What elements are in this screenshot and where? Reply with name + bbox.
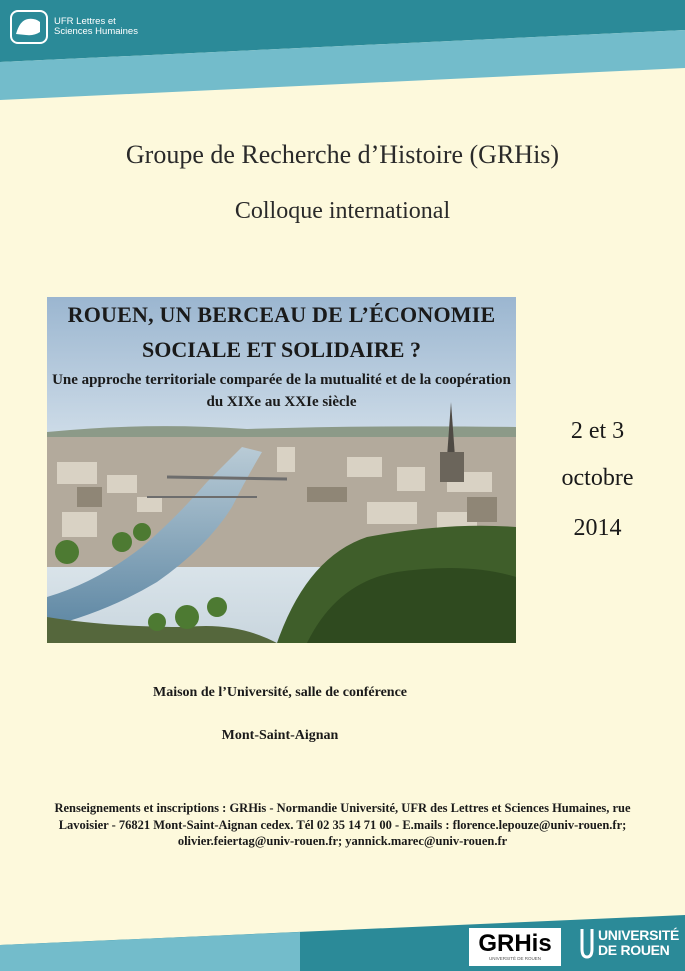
ufr-logo-text: UFR Lettres et Sciences Humaines bbox=[54, 16, 138, 37]
event-type: Colloque international bbox=[234, 198, 451, 224]
grhis-logo-text: GRHis bbox=[478, 930, 552, 957]
date-month: octobre bbox=[561, 465, 634, 491]
contact-info bbox=[20, 800, 665, 850]
page-title: Groupe de Recherche d’Histoire (GRHis) bbox=[125, 140, 560, 169]
universite-rouen-logo[interactable] bbox=[580, 927, 679, 959]
venue-place: Maison de l’Université, salle de conférence bbox=[152, 685, 408, 700]
universite-rouen-text: UNIVERSITÉ DE ROUEN bbox=[598, 927, 680, 958]
date-year: 2014 bbox=[573, 515, 622, 541]
grhis-logo-subtext: UNIVERSITÉ DE ROUEN bbox=[488, 956, 541, 961]
contact-line2[interactable]: Lavoisier - 76821 Mont-Saint-Aignan cedex. Tél 02 35 14 71 00 - E.mails : florence.lepouze@univ-rouen.fr; bbox=[58, 817, 627, 832]
contact-line1: Renseignements et inscriptions : GRHis - Normandie Université, UFR des Lettres et Sciences Humaines, rue bbox=[54, 801, 631, 815]
university-u-icon bbox=[580, 927, 594, 959]
ufr-logo-icon bbox=[10, 10, 48, 44]
grhis-logo[interactable] bbox=[469, 928, 561, 966]
colloquium-title-line2: SOCIALE ET SOLIDAIRE ? bbox=[142, 337, 421, 362]
date-days: 2 et 3 bbox=[570, 418, 625, 444]
colloquium-subtitle-line1: Une approche territoriale comparée de la mutualité et de la coopération bbox=[52, 372, 511, 388]
ufr-logo[interactable] bbox=[10, 10, 138, 44]
colloquium-title-line1: ROUEN, UN BERCEAU DE L’ÉCONOMIE bbox=[67, 302, 496, 327]
rouen-photo bbox=[47, 297, 516, 643]
colloquium-subtitle-line2: du XIXe au XXIe siècle bbox=[206, 394, 357, 410]
venue-city: Mont-Saint-Aignan bbox=[221, 728, 339, 743]
contact-line3[interactable]: olivier.feiertag@univ-rouen.fr; yannick.marec@univ-rouen.fr bbox=[177, 834, 508, 848]
